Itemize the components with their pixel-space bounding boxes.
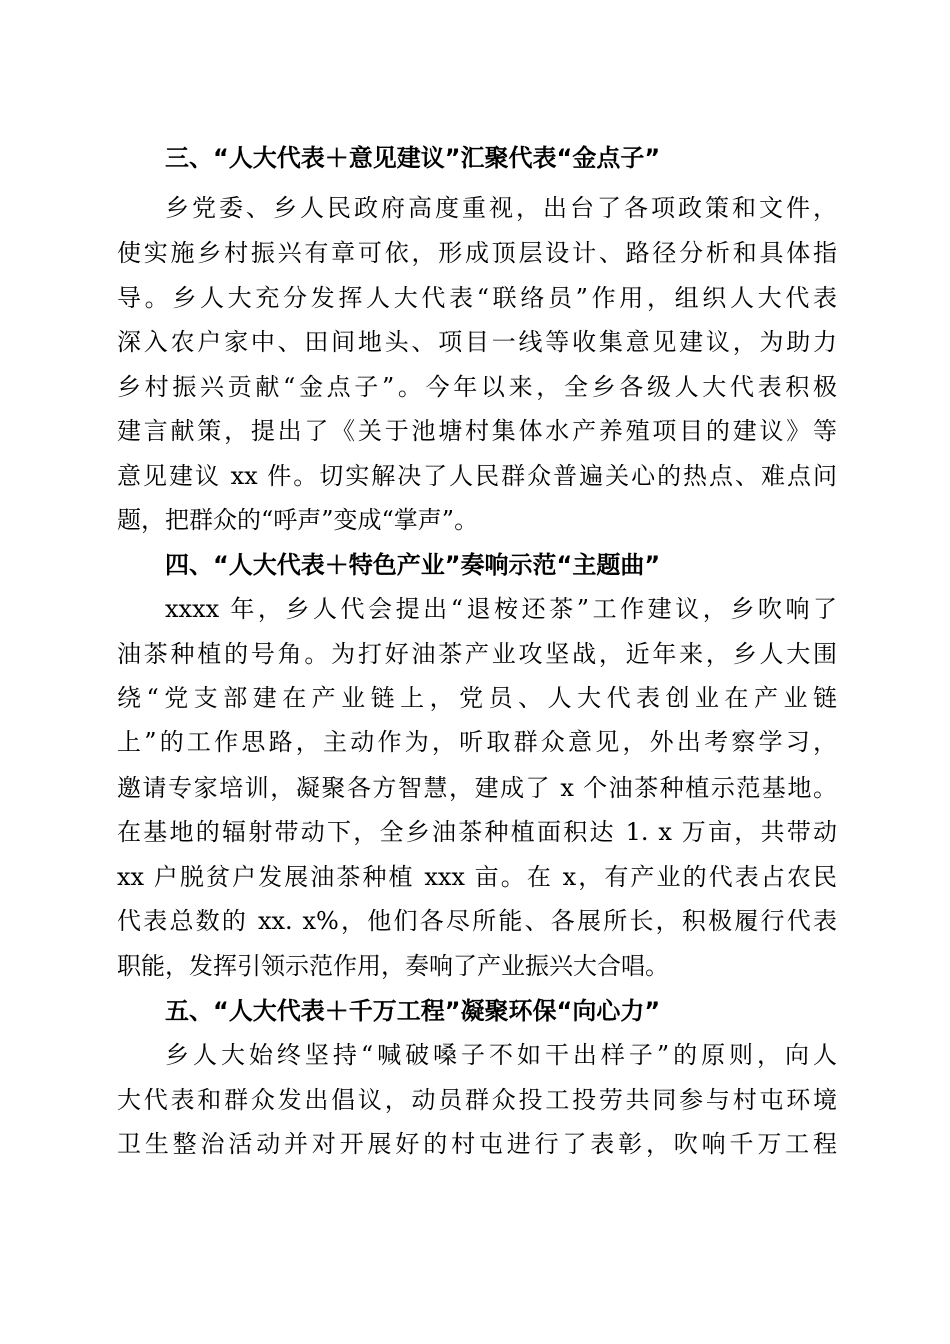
paragraph-line: 在基地的辐射带动下，全乡油茶种植面积达 1. x 万亩，共带动 [117, 818, 837, 846]
section-heading-4: 四、“人大代表＋特色产业”奏响示范“主题曲” [165, 551, 661, 579]
paragraph-line: 意见建议 xx 件。切实解决了人民群众普遍关心的热点、难点问 [117, 462, 837, 490]
paragraph-line: 上”的工作思路，主动作为，听取群众意见，外出考察学习， [117, 728, 837, 756]
paragraph-line: xxxx 年，乡人代会提出“退桉还茶”工作建议，乡吹响了 [165, 595, 837, 623]
paragraph-line: 导。乡人大充分发挥人大代表“联络员”作用，组织人大代表 [117, 284, 837, 312]
paragraph-line: 乡人大始终坚持“喊破嗓子不如干出样子”的原则，向人 [165, 1041, 837, 1069]
section-heading-5: 五、“人大代表＋千万工程”凝聚环保“向心力” [165, 997, 661, 1025]
paragraph-line: 乡村振兴贡献“金点子”。今年以来，全乡各级人大代表积极 [117, 373, 837, 401]
paragraph-line: 大代表和群众发出倡议，动员群众投工投劳共同参与村屯环境 [117, 1086, 837, 1114]
paragraph-line: 绕“党支部建在产业链上，党员、人大代表创业在产业链 [117, 684, 837, 712]
paragraph-line: 深入农户家中、田间地头、项目一线等收集意见建议，为助力 [117, 328, 837, 356]
paragraph-line: 乡党委、乡人民政府高度重视，出台了各项政策和文件， [165, 194, 837, 222]
paragraph-line: 使实施乡村振兴有章可依，形成顶层设计、路径分析和具体指 [117, 239, 837, 267]
section-heading-3: 三、“人大代表＋意见建议”汇聚代表“金点子” [165, 144, 661, 172]
paragraph-line: xx 户脱贫户发展油茶种植 xxx 亩。在 x，有产业的代表占农民 [117, 863, 837, 891]
paragraph-line: 题，把群众的“呼声”变成“掌声”。 [117, 506, 479, 534]
paragraph-line: 职能，发挥引领示范作用，奏响了产业振兴大合唱。 [117, 952, 669, 980]
paragraph-line: 卫生整治活动并对开展好的村屯进行了表彰，吹响千万工程 [117, 1130, 837, 1158]
paragraph-line: 油茶种植的号角。为打好油茶产业攻坚战，近年来，乡人大围 [117, 640, 837, 668]
paragraph-line: 邀请专家培训，凝聚各方智慧，建成了 x 个油茶种植示范基地。 [117, 774, 837, 802]
paragraph-line: 建言献策，提出了《关于池塘村集体水产养殖项目的建议》等 [117, 417, 837, 445]
paragraph-line: 代表总数的 xx. x%，他们各尽所能、各展所长，积极履行代表 [117, 907, 837, 935]
